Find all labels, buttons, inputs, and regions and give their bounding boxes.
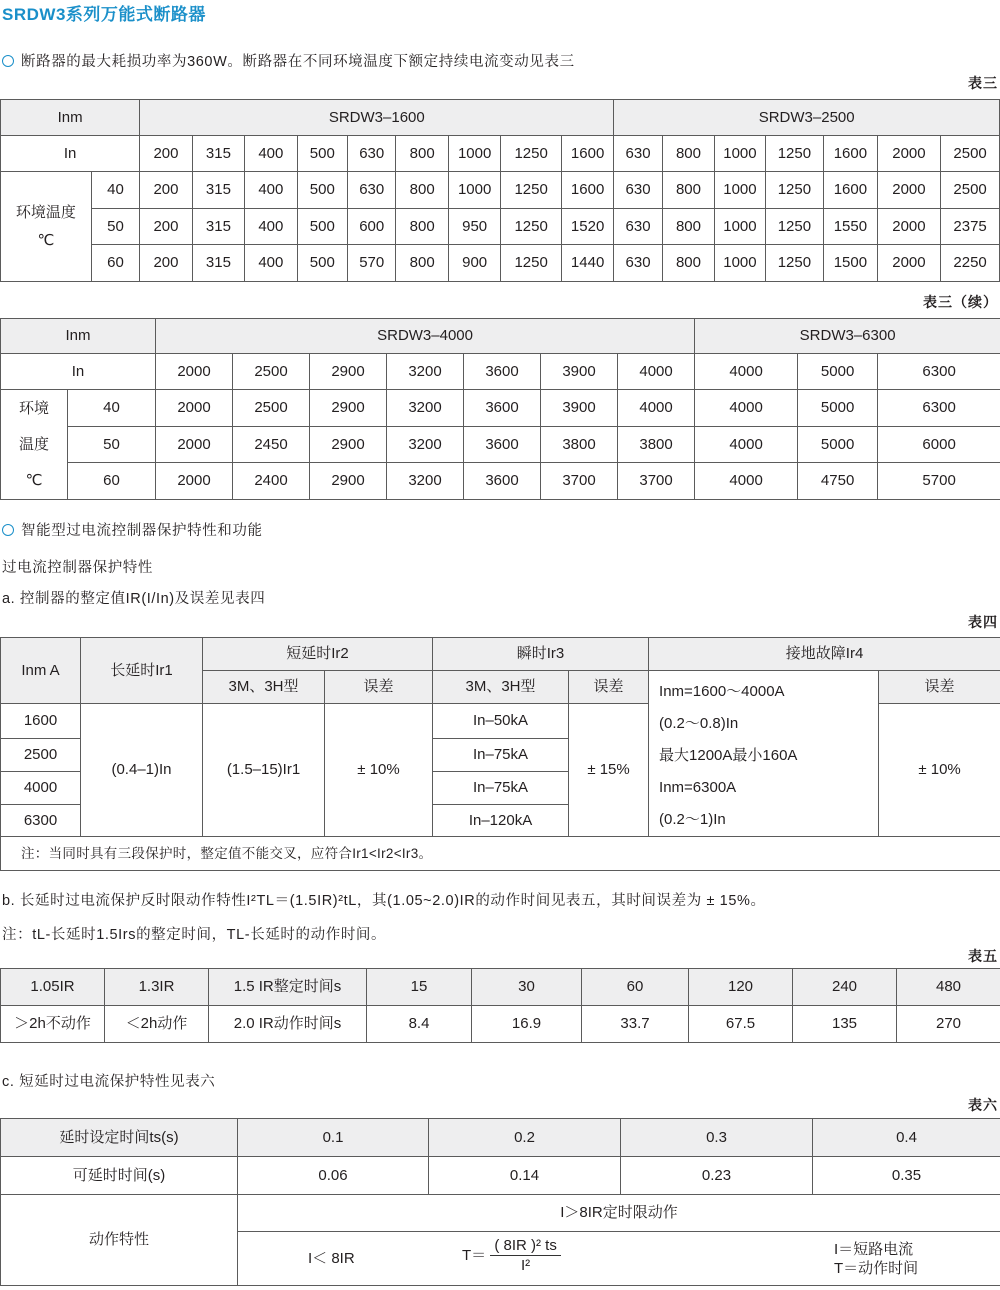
table3b-current-value: 4000	[695, 427, 798, 463]
table3-current-value: 2000	[877, 172, 941, 209]
table3-current-value: 315	[192, 172, 244, 209]
table3-current-value: 800	[396, 245, 448, 282]
table3b-current-value: 4000	[695, 390, 798, 427]
table5-c1a: 1.05IR	[1, 969, 105, 1006]
table6-delay-time: 0.23	[621, 1157, 813, 1195]
table3-in-value: 630	[348, 136, 396, 172]
table3-in-header: In	[1, 136, 140, 172]
table6-row1-label: 延时设定时间ts(s)	[1, 1119, 238, 1157]
table3-current-value: 1550	[824, 209, 877, 245]
table5-c3b: 2.0 IR动作时间s	[209, 1006, 367, 1043]
table3-in-value: 500	[297, 136, 347, 172]
table3-current-value: 1520	[561, 209, 613, 245]
table3-current-value: 500	[297, 172, 347, 209]
section-heading-power	[2, 50, 575, 71]
table4-inm-value: 1600	[1, 704, 81, 739]
table5-c2a: 1.3IR	[105, 969, 209, 1006]
table3b-current-value: 5700	[878, 463, 1000, 500]
table5-c3a: 1.5 IR整定时间s	[209, 969, 367, 1006]
table6-legend	[834, 1240, 918, 1278]
table3-in-value: 1000	[715, 136, 765, 172]
table6-under: I＜ 8IR	[308, 1250, 355, 1267]
table6-formula	[462, 1237, 561, 1275]
table3-in-value: 315	[192, 136, 244, 172]
legend-current: I＝短路电流	[834, 1241, 914, 1258]
subheading-a: a. 控制器的整定值IR(I/In)及误差见表四	[2, 591, 266, 607]
table5-act-time: 270	[897, 1006, 1000, 1043]
env-label-line2: 温度	[1, 427, 68, 463]
table3-inm-header: Inm	[1, 100, 140, 136]
table6-over: I＞8IR定时限动作	[238, 1195, 1000, 1232]
table3b-current-value: 3600	[464, 390, 541, 427]
table3b-label: 表三（续）	[923, 294, 998, 310]
circle-bullet-icon	[2, 55, 14, 67]
table3b-inm-header: Inm	[1, 319, 156, 354]
table-4	[0, 637, 1000, 871]
table-6	[0, 1118, 1000, 1286]
table3b-current-value: 4750	[798, 463, 878, 500]
table3-current-value: 1250	[765, 172, 824, 209]
table5-act-time: 135	[793, 1006, 897, 1043]
table3-current-value: 200	[140, 245, 192, 282]
table3-current-value: 1250	[501, 245, 562, 282]
table3-in-value: 630	[614, 136, 662, 172]
env-label-line1: 环境	[1, 390, 68, 427]
table3-current-value: 2000	[877, 209, 941, 245]
table3-current-value: 630	[614, 172, 662, 209]
note-b: 注：tL-长延时1.5Irs的整定时间，TL-长延时的动作时间。	[2, 927, 387, 943]
table3-current-value: 400	[245, 209, 297, 245]
table3-in-value: 1250	[765, 136, 824, 172]
page-title: SRDW3系列万能式断路器	[2, 5, 206, 24]
table4-inst-err: 误差	[569, 671, 649, 704]
table3-current-value: 950	[448, 209, 500, 245]
table4-inm-value: 2500	[1, 739, 81, 772]
table3-current-value: 500	[297, 209, 347, 245]
table3b-current-value: 6300	[878, 390, 1000, 427]
table3-current-value: 2375	[941, 209, 1000, 245]
table3b-current-value: 2000	[156, 390, 233, 427]
table3b-current-value: 2400	[233, 463, 310, 500]
table3-current-value: 1600	[824, 172, 877, 209]
table4-inst-type: 3M、3H型	[433, 671, 569, 704]
table4-long-header: 长延时Ir1	[81, 638, 203, 704]
table3-temp-value: 60	[91, 245, 139, 282]
celsius-unit: ℃	[37, 231, 55, 249]
table3b-in-value: 6300	[878, 354, 1000, 390]
table3-current-value: 600	[348, 209, 396, 245]
table4-short-err-value: ± 10%	[325, 704, 433, 837]
table5-act-time: 33.7	[582, 1006, 689, 1043]
table3-label: 表三	[968, 75, 998, 91]
table4-ground-values	[649, 671, 879, 837]
table3-in-value: 400	[245, 136, 297, 172]
legend-time: T＝动作时间	[834, 1260, 919, 1277]
table6-set-time: 0.3	[621, 1119, 813, 1157]
table3-current-value: 2000	[877, 245, 941, 282]
table6-label: 表六	[968, 1097, 998, 1113]
table4-short-header: 短延时Ir2	[203, 638, 433, 671]
table4-short-value: (1.5–15)Ir1	[203, 704, 325, 837]
table3b-current-value: 3700	[618, 463, 695, 500]
table3-in-value: 1000	[448, 136, 500, 172]
table4-short-type: 3M、3H型	[203, 671, 325, 704]
table3b-current-value: 3600	[464, 463, 541, 500]
table3-current-value: 1250	[501, 172, 562, 209]
table3b-current-value: 4000	[695, 463, 798, 500]
table3-current-value: 1250	[765, 245, 824, 282]
table3b-current-value: 2450	[233, 427, 310, 463]
table3-current-value: 800	[396, 172, 448, 209]
table3-in-value: 800	[662, 136, 714, 172]
table5-c2b: ＜2h动作	[105, 1006, 209, 1043]
table-5	[0, 968, 1000, 1043]
table5-act-time: 67.5	[689, 1006, 793, 1043]
table5-act-time: 16.9	[472, 1006, 582, 1043]
table3b-current-value: 5000	[798, 427, 878, 463]
table3b-in-value: 2500	[233, 354, 310, 390]
table3b-current-value: 2900	[310, 390, 387, 427]
subheading-protection: 过电流控制器保护特性	[2, 560, 153, 576]
table4-ground-err-value: ± 10%	[879, 704, 1000, 837]
table3b-in-value: 5000	[798, 354, 878, 390]
table4-ground-err-header: 误差	[879, 671, 1000, 704]
table3b-current-value: 4000	[618, 390, 695, 427]
table3-current-value: 2500	[941, 172, 1000, 209]
table3b-current-value: 3900	[541, 390, 618, 427]
table6-row2-label: 可延时时间(s)	[1, 1157, 238, 1195]
table4-ground-header: 接地故障Ir4	[649, 638, 1000, 671]
table6-set-time: 0.4	[813, 1119, 1000, 1157]
table5-label: 表五	[968, 948, 998, 964]
table3-current-value: 500	[297, 245, 347, 282]
table3-in-value: 200	[140, 136, 192, 172]
table3-current-value: 800	[396, 209, 448, 245]
table4-inst-err-value: ± 15%	[569, 704, 649, 837]
table3-in-value: 1250	[501, 136, 562, 172]
table-3-continued	[0, 318, 1000, 500]
table3b-in-value: 3200	[387, 354, 464, 390]
table3-in-value: 800	[396, 136, 448, 172]
table4-inst-header: 瞬时Ir3	[433, 638, 649, 671]
table4-long-value: (0.4–1)In	[81, 704, 203, 837]
table3-current-value: 1250	[765, 209, 824, 245]
table3-current-value: 630	[348, 172, 396, 209]
table3-env-temp-label	[1, 172, 92, 282]
ground-line: (0.2～0.8)In	[659, 715, 739, 732]
ground-line: Inm=6300A	[659, 779, 737, 796]
table3-current-value: 200	[140, 209, 192, 245]
subheading-c: c. 短延时过电流保护特性见表六	[2, 1074, 216, 1090]
table3b-current-value: 2000	[156, 463, 233, 500]
table3b-in-value: 3600	[464, 354, 541, 390]
table3b-temp-value: 40	[68, 390, 156, 427]
table3-current-value: 1000	[715, 245, 765, 282]
table3b-in-value: 2900	[310, 354, 387, 390]
table6-delay-time: 0.06	[238, 1157, 429, 1195]
table3b-in-value: 4000	[695, 354, 798, 390]
section-heading-controller	[2, 519, 263, 540]
table5-set-time: 240	[793, 969, 897, 1006]
table3-current-value: 1500	[824, 245, 877, 282]
section-heading-text: 智能型过电流控制器保护特性和功能	[21, 523, 263, 539]
formula-numerator: ( 8IR )² ts	[490, 1237, 561, 1256]
table3b-model-b: SRDW3–6300	[695, 319, 1000, 354]
table-3	[0, 99, 1000, 282]
table3-current-value: 315	[192, 245, 244, 282]
table5-set-time: 60	[582, 969, 689, 1006]
subheading-b: b. 长延时过电流保护反时限动作特性I²TL＝(1.5IR)²tL，其(1.05~2.0)IR的动作时间见表五，其时间误差为 ± 15%。	[2, 893, 766, 909]
table3-current-value: 1440	[561, 245, 613, 282]
table3b-current-value: 3200	[387, 463, 464, 500]
table5-set-time: 480	[897, 969, 1000, 1006]
table3-model-a: SRDW3–1600	[140, 100, 614, 136]
table6-row3-label: 动作特性	[1, 1195, 238, 1286]
ground-line: Inm=1600～4000A	[659, 683, 785, 700]
table5-set-time: 30	[472, 969, 582, 1006]
table3b-current-value: 3800	[618, 427, 695, 463]
table3b-current-value: 3800	[541, 427, 618, 463]
table3-in-value: 2000	[877, 136, 941, 172]
table3-current-value: 800	[662, 209, 714, 245]
table6-under-cell	[238, 1232, 1000, 1286]
table3-current-value: 400	[245, 245, 297, 282]
table3-current-value: 1000	[715, 172, 765, 209]
table3-current-value: 400	[245, 172, 297, 209]
table3-temp-value: 40	[91, 172, 139, 209]
ground-line: (0.2～1)In	[659, 811, 726, 828]
table3b-current-value: 3200	[387, 390, 464, 427]
table3-current-value: 900	[448, 245, 500, 282]
table4-inm-value: 4000	[1, 772, 81, 805]
table3b-current-value: 2000	[156, 427, 233, 463]
table5-set-time: 15	[367, 969, 472, 1006]
table5-act-time: 8.4	[367, 1006, 472, 1043]
circle-bullet-icon	[2, 524, 14, 536]
table3b-temp-value: 60	[68, 463, 156, 500]
table3-current-value: 1000	[448, 172, 500, 209]
env-temp-text: 环境温度	[15, 204, 76, 222]
table3-current-value: 570	[348, 245, 396, 282]
table4-inm-value: 6300	[1, 805, 81, 837]
table3-current-value: 630	[614, 245, 662, 282]
table3b-current-value: 3700	[541, 463, 618, 500]
table3b-current-value: 2900	[310, 463, 387, 500]
table3b-in-header: In	[1, 354, 156, 390]
table4-short-err: 误差	[325, 671, 433, 704]
table3b-model-a: SRDW3–4000	[156, 319, 695, 354]
table3-in-value: 2500	[941, 136, 1000, 172]
table3-current-value: 2250	[941, 245, 1000, 282]
table3b-current-value: 3200	[387, 427, 464, 463]
table3b-in-value: 2000	[156, 354, 233, 390]
table3-current-value: 800	[662, 245, 714, 282]
table4-note: 注：当同时具有三段保护时，整定值不能交叉，应符合Ir1<Ir2<Ir3。	[1, 837, 1000, 871]
table3b-in-value: 3900	[541, 354, 618, 390]
table3b-current-value: 6000	[878, 427, 1000, 463]
table3-temp-value: 50	[91, 209, 139, 245]
ground-line: 最大1200A最小160A	[659, 747, 798, 764]
table6-delay-time: 0.35	[813, 1157, 1000, 1195]
table3b-current-value: 5000	[798, 390, 878, 427]
table3-current-value: 800	[662, 172, 714, 209]
formula-left: T＝	[462, 1247, 487, 1265]
table4-inst-value: In–75kA	[433, 739, 569, 772]
table3b-current-value: 2900	[310, 427, 387, 463]
table4-inst-value: In–50kA	[433, 704, 569, 739]
table3-current-value: 630	[614, 209, 662, 245]
table3-current-value: 315	[192, 209, 244, 245]
table4-inst-value: In–120kA	[433, 805, 569, 837]
section-heading-text: 断路器的最大耗损功率为360W。断路器在不同环境温度下额定持续电流变动见表三	[21, 54, 575, 70]
table6-delay-time: 0.14	[429, 1157, 621, 1195]
table3-in-value: 1600	[824, 136, 877, 172]
table4-label: 表四	[968, 614, 998, 630]
table5-set-time: 120	[689, 969, 793, 1006]
table3b-current-value: 3600	[464, 427, 541, 463]
table3-current-value: 1000	[715, 209, 765, 245]
table3-in-value: 1600	[561, 136, 613, 172]
formula-denominator: I²	[521, 1257, 531, 1275]
table6-set-time: 0.1	[238, 1119, 429, 1157]
table3b-temp-value: 50	[68, 427, 156, 463]
table3-current-value: 1250	[501, 209, 562, 245]
table3-current-value: 1600	[561, 172, 613, 209]
table3b-current-value: 2500	[233, 390, 310, 427]
table6-set-time: 0.2	[429, 1119, 621, 1157]
table3-current-value: 200	[140, 172, 192, 209]
table3b-in-value: 4000	[618, 354, 695, 390]
table4-inm-header: Inm A	[1, 638, 81, 704]
table4-inst-value: In–75kA	[433, 772, 569, 805]
table5-c1b: ＞2h不动作	[1, 1006, 105, 1043]
table3-model-b: SRDW3–2500	[614, 100, 1000, 136]
env-label-unit: ℃	[1, 463, 68, 500]
